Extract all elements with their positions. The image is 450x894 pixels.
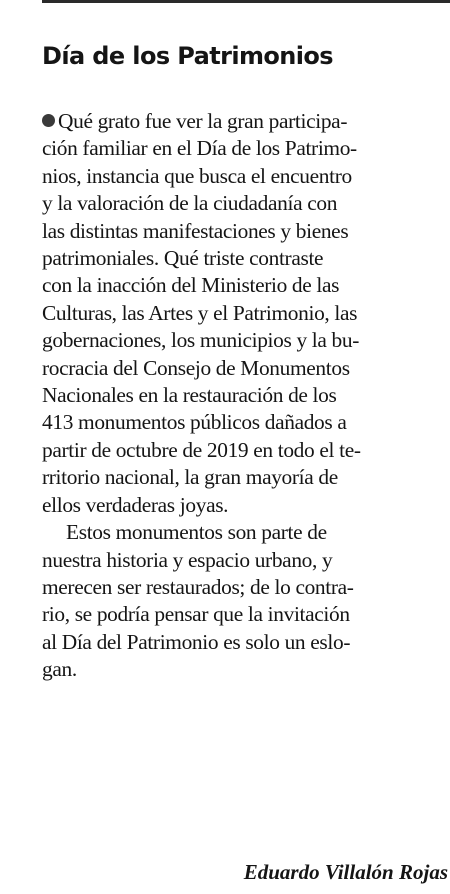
text-line: nuestra historia y espacio urbano, y — [42, 547, 333, 572]
text-line: ellos verdaderas joyas. — [42, 492, 229, 517]
text-line: merecen ser restaurados; de lo contra- — [42, 574, 354, 599]
text-line: ción familiar en el Día de los Patrimo- — [42, 136, 357, 161]
text-line: partir de octubre de 2019 en todo el te- — [42, 437, 361, 462]
text-line: patrimoniales. Qué triste contraste — [42, 246, 324, 271]
text-line — [42, 108, 448, 135]
text-line: rio, se podría pensar que la invitación — [42, 602, 350, 627]
text-line: Culturas, las Artes y el Patrimonio, las — [42, 300, 358, 325]
text-line: rocracia del Consejo de Monumentos — [42, 355, 350, 380]
text-line: 413 monumentos públicos dañados a — [42, 410, 347, 435]
text-line: gan. — [42, 657, 77, 682]
text-line: Estos monumentos son parte de — [66, 520, 327, 545]
text-line: y la valoración de la ciudadanía con — [42, 191, 338, 216]
paragraph-1 — [42, 108, 448, 519]
paragraph-2 — [42, 519, 448, 683]
text-line: Nacionales en la restauración de los — [42, 383, 337, 408]
text-line: al Día del Patrimonio es solo un eslo- — [42, 629, 351, 654]
top-rule — [42, 0, 450, 3]
text-line: con la inacción del Ministerio de las — [42, 273, 340, 298]
text-line: nios, instancia que busca el encuentro — [42, 163, 352, 188]
bullet-icon — [42, 114, 55, 127]
text-line: las distintas manifestaciones y bienes — [42, 218, 349, 243]
text-line-content: Qué grato fue ver la gran participa- — [58, 109, 348, 133]
text-line: gobernaciones, los municipios y la bu- — [42, 328, 360, 353]
text-line: rritorio nacional, la gran mayoría de — [42, 465, 338, 490]
author-signature: Eduardo Villalón Rojas — [243, 860, 448, 884]
letter-body — [42, 108, 448, 684]
letter-title: Día de los Patrimonios — [42, 42, 333, 70]
